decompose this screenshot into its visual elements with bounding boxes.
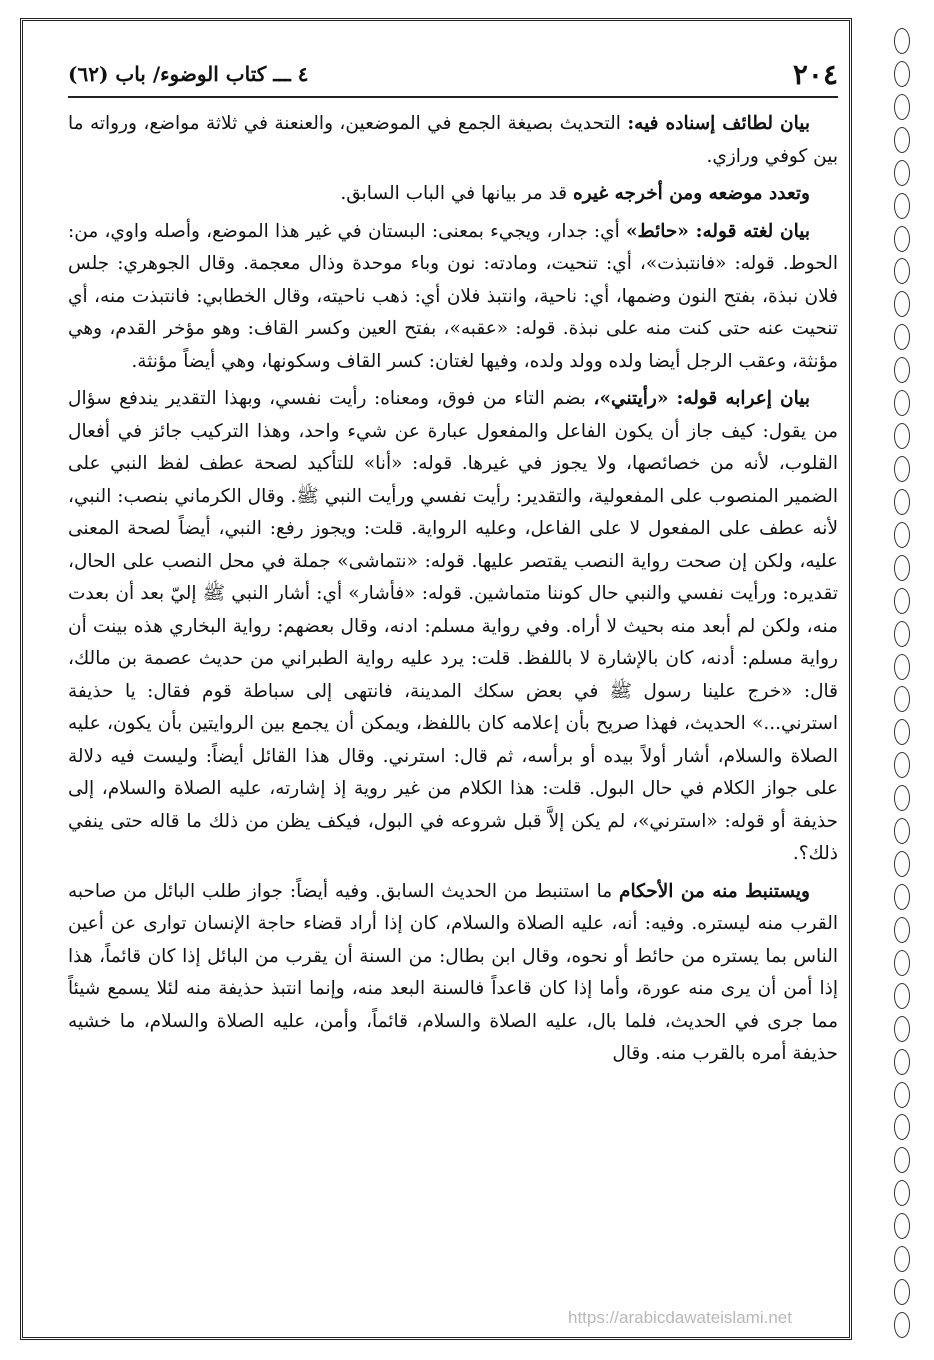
chain-link-icon xyxy=(894,983,910,1009)
chain-link-icon xyxy=(894,423,910,449)
paragraph-isnad xyxy=(68,108,838,173)
chain-link-icon xyxy=(894,258,910,284)
paragraph-body: التحديث بصيغة الجمع في الموضعين، والعنعنة في ثلاثة مواضع، ورواته ما بين كوفي ورازي. xyxy=(68,113,838,167)
chain-link-icon xyxy=(894,785,910,811)
chain-link-icon xyxy=(894,390,910,416)
chain-link-icon xyxy=(894,1180,910,1206)
paragraph-body: ما استنبط من الحديث السابق. وفيه أيضاً: جواز طلب البائل من صاحبه القرب منه ليستره. وفيه: أنه، عليه الصلاة والسلام، كان إذا أراد قضاء حاجة الإنسان توارى عن أعين الناس بما يستره من حائط أو نحوه، وقال ابن بطال: من السنة أن يقرب من البائل إذا كان قائماً، هذا إذا أمن أن يرى منه عورة، وأما إذا كان قاعداً فالسنة البعد منه، وإنما انتبذ حذيفة منه لئلا يسمع شيئاً مما جرى في الحديث، فلما بال، عليه الصلاة والسلام، قائماً، وأمن، عليه الصلاة والسلام، ما خشيه حذيفة أمره بالقرب منه. وقال xyxy=(68,880,838,1064)
paragraph-ahkam xyxy=(68,876,838,1071)
chain-link-icon xyxy=(894,28,910,54)
paragraph-lead: وتعدد موضعه ومن أخرجه غيره xyxy=(573,183,810,204)
chain-link-icon xyxy=(894,686,910,712)
chain-link-icon xyxy=(894,1279,910,1305)
chain-link-icon xyxy=(894,555,910,581)
chain-link-icon xyxy=(894,1049,910,1075)
chain-link-icon xyxy=(894,752,910,778)
chain-link-icon xyxy=(894,917,910,943)
chain-link-icon xyxy=(894,357,910,383)
main-text xyxy=(68,108,838,1323)
chain-link-icon xyxy=(894,1147,910,1173)
chain-link-icon xyxy=(894,950,910,976)
paragraph-lead: بيان لطائف إسناده فيه: xyxy=(627,113,810,134)
chain-link-icon xyxy=(894,1082,910,1108)
chain-link-icon xyxy=(894,588,910,614)
chain-link-icon xyxy=(894,94,910,120)
chain-link-icon xyxy=(894,61,910,87)
chain-link-icon xyxy=(894,324,910,350)
chain-link-icon xyxy=(894,621,910,647)
chain-link-icon xyxy=(894,193,910,219)
chain-link-icon xyxy=(894,456,910,482)
paragraph-irab xyxy=(68,383,838,871)
chain-link-icon xyxy=(894,127,910,153)
chain-link-icon xyxy=(894,489,910,515)
chain-link-icon xyxy=(894,522,910,548)
paragraph-lughah xyxy=(68,216,838,379)
running-title: ٤ ـــ كتاب الوضوء/ باب (٦٢) xyxy=(68,62,309,86)
chain-link-icon xyxy=(894,1016,910,1042)
decorative-chain-border xyxy=(888,28,916,1338)
paragraph-body: أي: جدار، ويجيء بمعنى: البستان في غير هذا الموضع، وأصله واوي، من: الحوط. قوله: «فانتبذت»، أي: تنحيت، ومادته: نون وباء موحدة وذال معجمة. وقال الجوهري: جلس فلان نبذة، بفتح النون وضمها، أي: ناحية، وانتبذ فلان أي: ذهب ناحيته، وقال الخطابي: فانتبذت منه، أي تنحيت عنه حتى كنت منه على نبذة. قوله: «عقبه»، بفتح العين وكسر القاف: وهو مؤخر القدم، وهي مؤنثة، وعقب الرجل أيضا ولده وولد ولده، وفيها لغتان: كسر القاف وسكونها، وهي أيضاً مؤنثة. xyxy=(68,220,838,372)
chain-link-icon xyxy=(894,1246,910,1272)
paragraph-lead: بيان إعرابه قوله: «رأيتني»، xyxy=(593,388,810,409)
chain-link-icon xyxy=(894,1114,910,1140)
chain-link-icon xyxy=(894,1312,910,1338)
chain-link-icon xyxy=(894,1213,910,1239)
watermark-url: https://arabicdawateislami.net xyxy=(568,1308,792,1327)
paragraph-takhrij xyxy=(68,178,838,211)
chain-link-icon xyxy=(894,818,910,844)
paragraph-lead: ويستنبط منه من الأحكام xyxy=(618,880,810,902)
paragraph-body: بضم التاء من فوق، ومعناه: رأيت نفسي، وبهذا التقدير يندفع سؤال من يقول: كيف جاز أن يكون الفاعل والمفعول عبارة عن شيء واحد، وهذا التركيب جائز في أفعال القلوب، لأنه من خصائصها، ولا يجوز في غيرها. قوله: «أنا» للتأكيد لصحة عطف لفظ النبي على الضمير المنصوب على المفعولية، والتقدير: رأيت نفسي ورأيت النبي ﷺ. وقال الكرماني بنصب: النبي، لأنه عطف على المفعول لا على الفاعل، وعليه الرواية. قلت: ويجوز رفع: النبي، أيضاً لصحة المعنى عليه، ولكن إن صحت رواية النصب يقتصر عليها. قوله: «نتماشى» جملة في محل النصب على الحال، تقديره: ورأيت نفسي والنبي حال كوننا متماشين. قوله: «فأشار» أي: أشار النبي ﷺ إليّ بعد أن بعدت منه، ولكن لم أبعد منه بحيث لا أراه. وفي رواية مسلم: ادنه، وقال بعضهم: رواية البخاري هذه بينت أن رواية مسلم: أدنه، كان بالإشارة لا باللفظ. قلت: يرد عليه رواية الطبراني من حديث عصمة بن مالك، قال: «خرج علينا رسول ﷺ في بعض سكك المدينة، فانتهى إلى سباطة قوم فقال: يا حذيفة استرني...» الحديث، فهذا صريح بأن إعلامه كان باللفظ، ويمكن أن يجمع بين الروايتين بأن يكون، عليه الصلاة والسلام، أشار أولاً بيده أو برأسه، ثم قال: استرني. وقال هذا القائل أيضاً: وليست فيه دلالة على جواز الكلام في حال البول. قلت: هذا الكلام من غير روية إذ إشارته، عليه الصلاة والسلام، إلى حذيفة أو قوله: «استرني»، لم يكن إلاَّ قبل شروعه في البول، فيكف يظن من ذلك ما قاله حتى ينفي ذلك؟. xyxy=(68,388,838,864)
chain-link-icon xyxy=(894,291,910,317)
chain-link-icon xyxy=(894,719,910,745)
paragraph-body: قد مر بيانها في الباب السابق. xyxy=(340,183,574,204)
page-number: ٢٠٤ xyxy=(792,57,838,91)
chain-link-icon xyxy=(894,884,910,910)
paragraph-lead: بيان لغته قوله: «حائط» xyxy=(625,220,811,242)
chain-link-icon xyxy=(894,160,910,186)
page-header xyxy=(68,52,838,98)
chain-link-icon xyxy=(894,654,910,680)
chain-link-icon xyxy=(894,226,910,252)
chain-link-icon xyxy=(894,851,910,877)
